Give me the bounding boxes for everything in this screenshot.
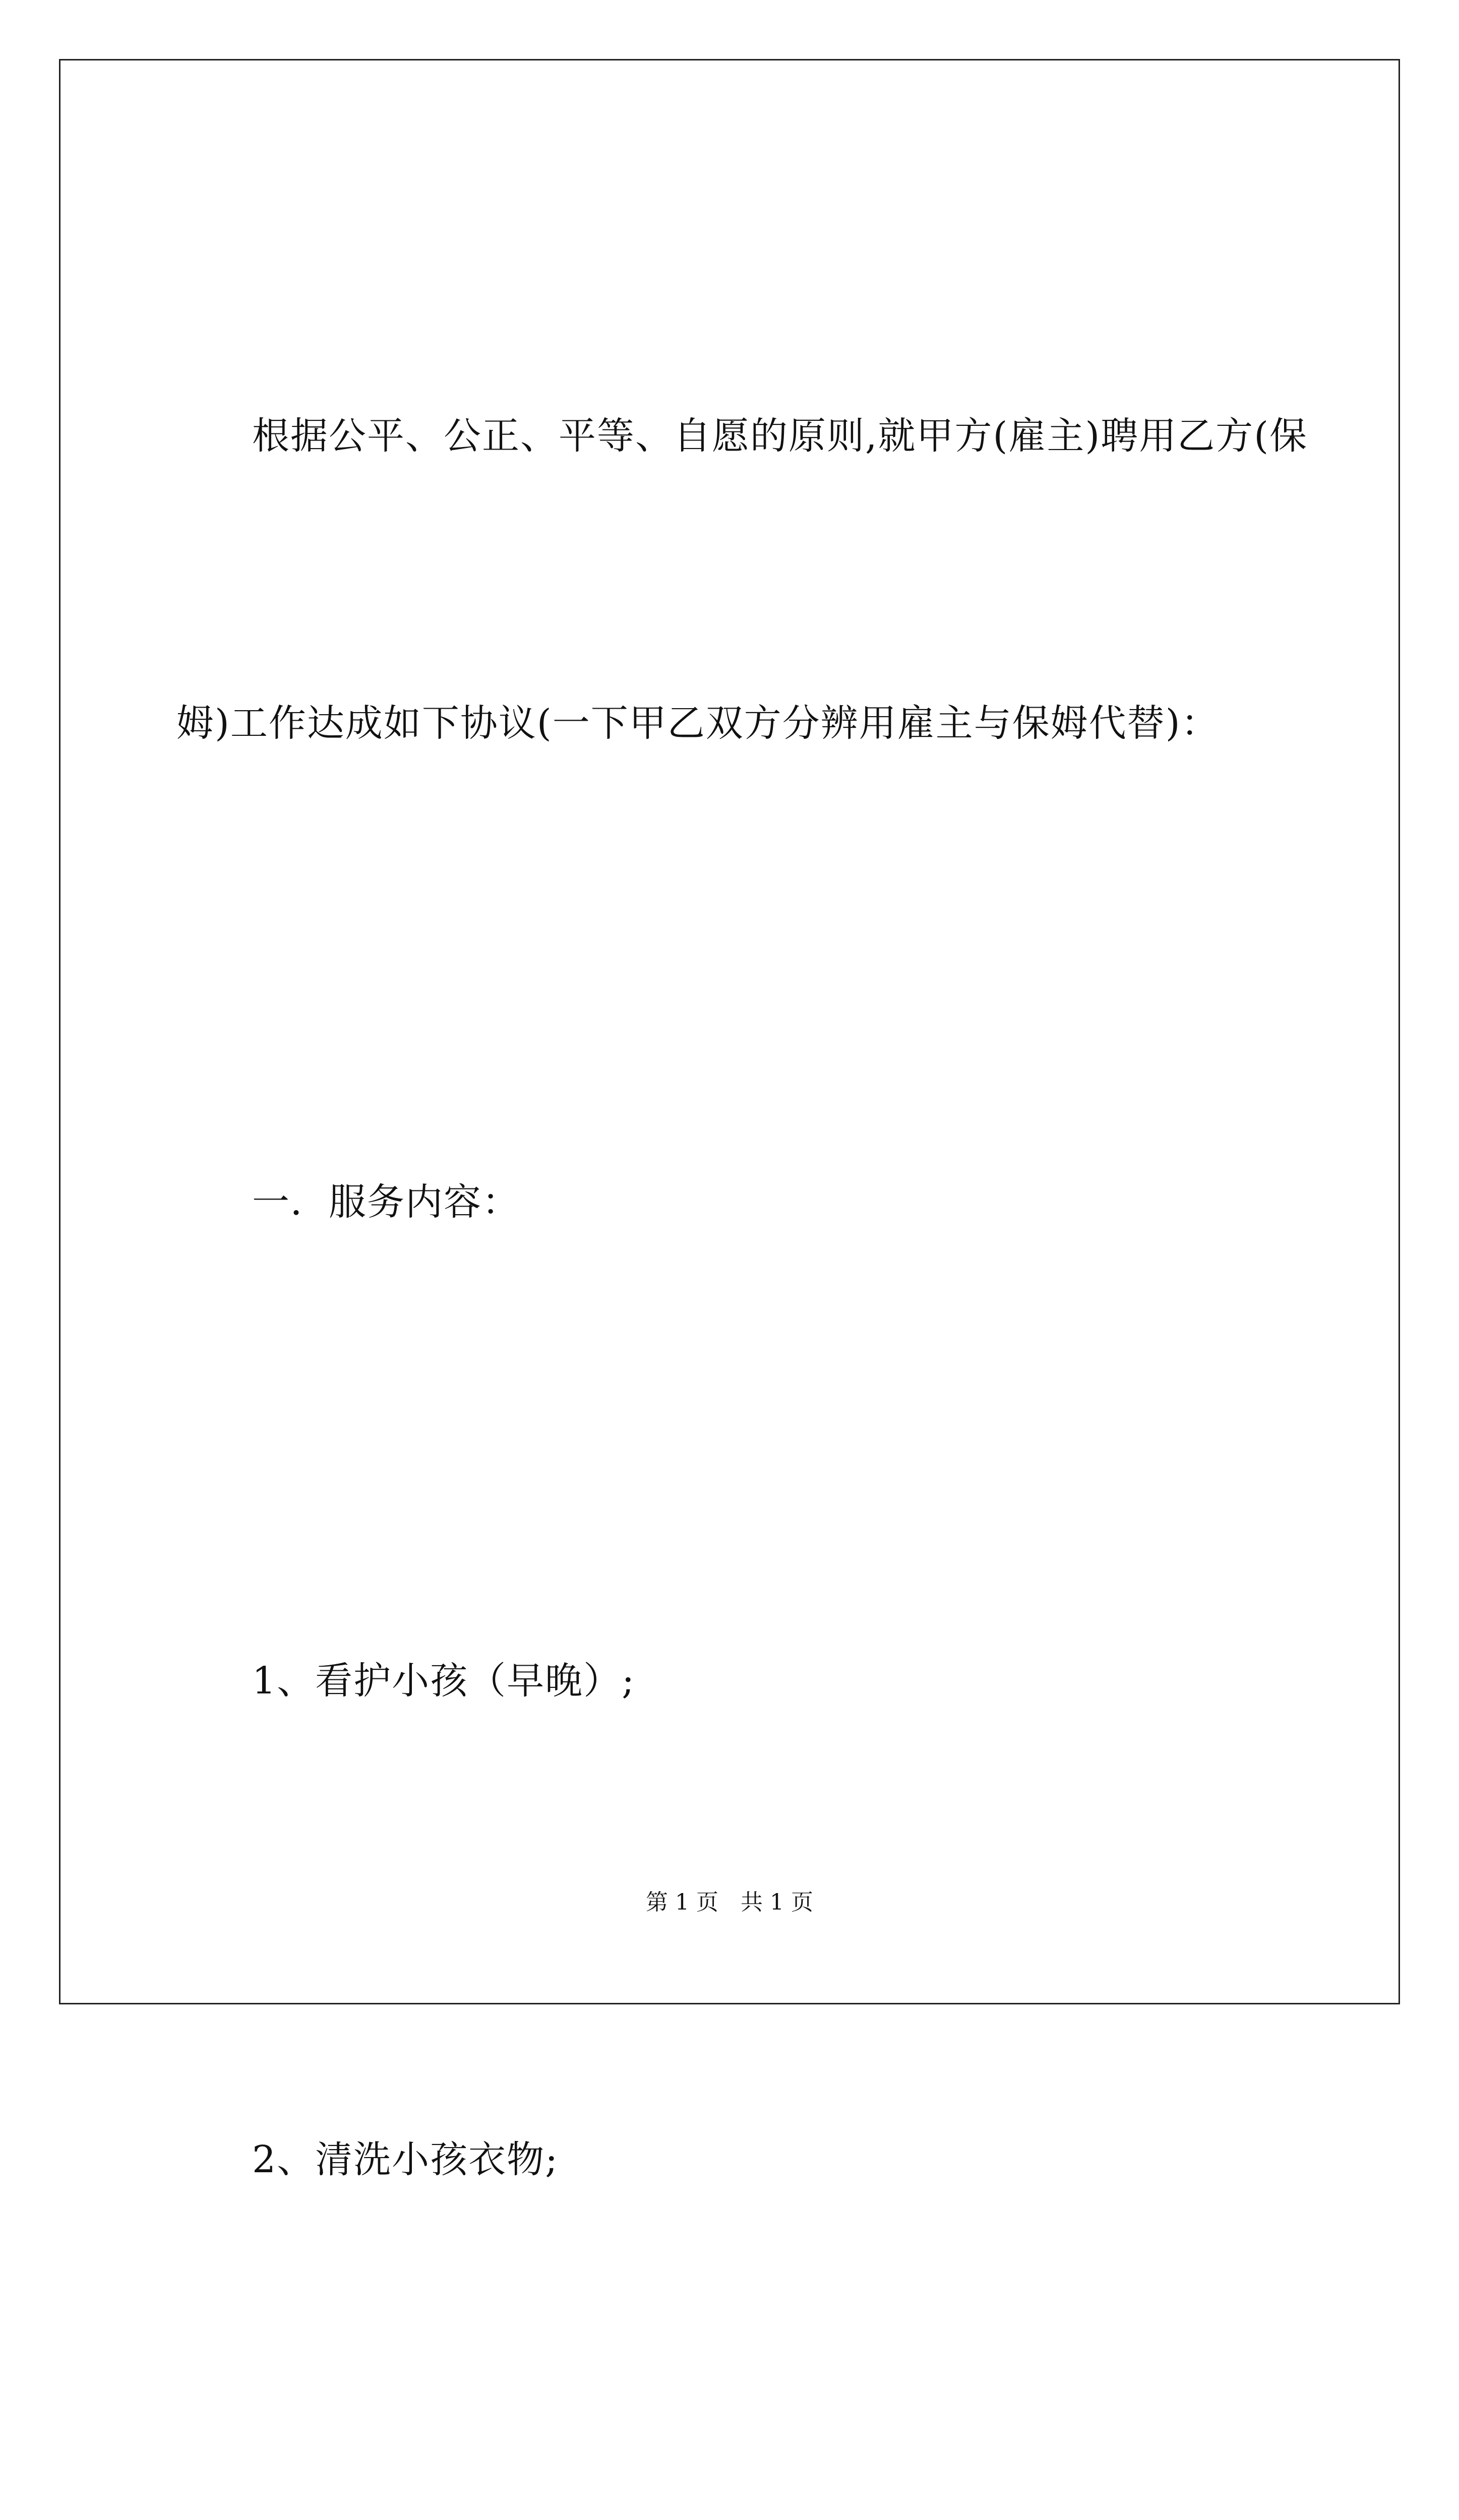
list-item-housework: [176, 2399, 1286, 2520]
text-line: 1、看护小孩（早晚）;: [252, 1659, 636, 1703]
page-number: 第 1 页 共 1 页: [646, 1889, 813, 1915]
section-heading-service-content: [176, 963, 1286, 1441]
paragraph-intro: [176, 197, 1308, 963]
list-item-laundry: [176, 1920, 1286, 2399]
text-line: 姆)工作达成如下协议(一下甲乙双方分辨用雇主与保姆代替)：: [176, 702, 1220, 745]
text-line: 根据公平、公正、平等、自愿的原则,就甲方(雇主)聘用乙方(保: [252, 414, 1308, 458]
text-line: 2、清洗小孩衣物;: [252, 2138, 559, 2181]
document-body: [176, 197, 1308, 2520]
text-line: 一．服务内容：: [252, 1180, 520, 1224]
list-item-childcare: [176, 1441, 1286, 1920]
